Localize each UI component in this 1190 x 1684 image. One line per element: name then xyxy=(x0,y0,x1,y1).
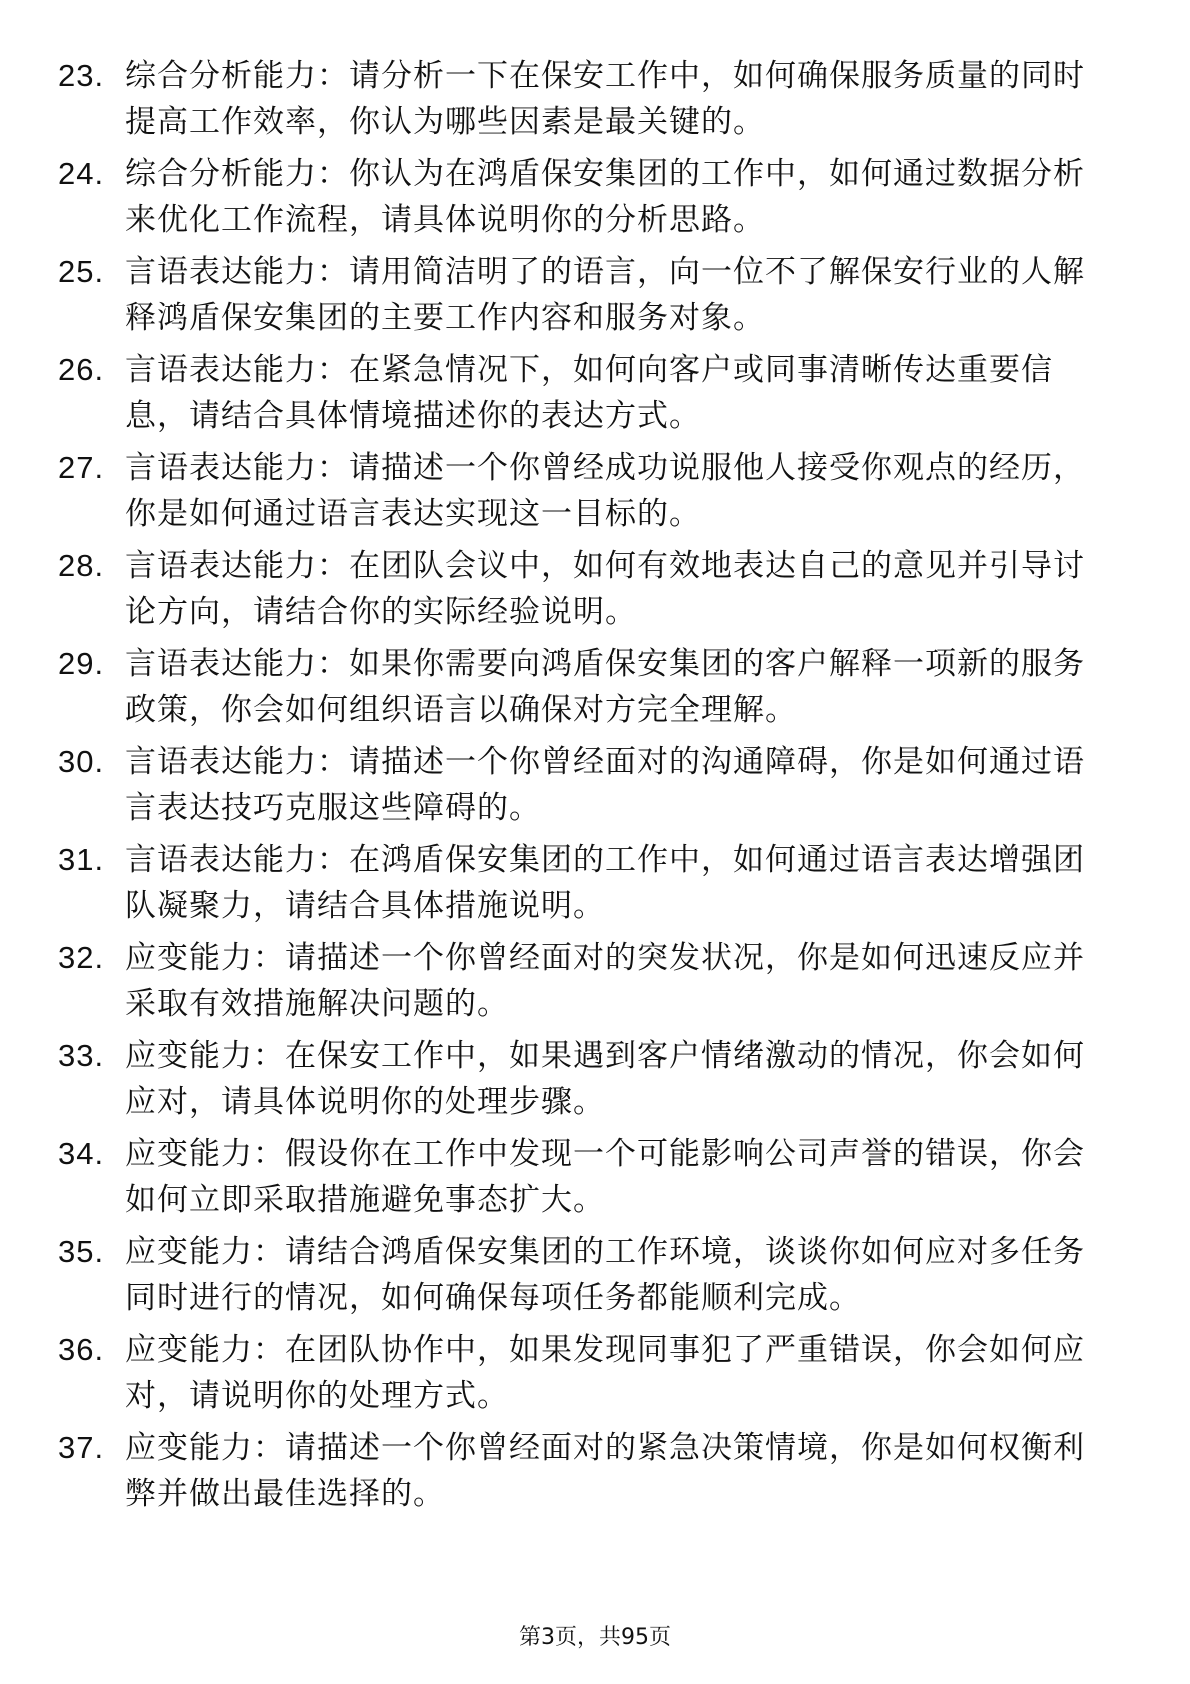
question-item xyxy=(58,1033,1108,1131)
question-text: 应变能力：在保安工作中，如果遇到客户情绪激动的情况，你会如何应对，请具体说明你的处理步骤。 xyxy=(125,1038,1085,1120)
question-text: 应变能力：请描述一个你曾经面对的突发状况，你是如何迅速反应并采取有效措施解决问题的。 xyxy=(125,940,1085,1022)
question-text: 言语表达能力：在紧急情况下，如何向客户或同事清晰传达重要信息，请结合具体情境描述你的表达方式。 xyxy=(125,352,1053,434)
question-item xyxy=(58,151,1108,249)
question-text: 应变能力：假设你在工作中发现一个可能影响公司声誉的错误，你会如何立即采取措施避免事态扩大。 xyxy=(125,1136,1085,1218)
question-number: 31. xyxy=(58,842,105,877)
question-item xyxy=(58,347,1108,445)
question-number: 34. xyxy=(58,1136,105,1171)
question-item xyxy=(58,1229,1108,1327)
question-item xyxy=(58,1131,1108,1229)
question-text: 言语表达能力：在鸿盾保安集团的工作中，如何通过语言表达增强团队凝聚力，请结合具体措施说明。 xyxy=(125,842,1085,924)
question-number: 25. xyxy=(58,254,105,289)
question-number: 30. xyxy=(58,744,105,779)
question-text: 综合分析能力：请分析一下在保安工作中，如何确保服务质量的同时提高工作效率，你认为哪些因素是最关键的。 xyxy=(125,58,1085,140)
question-text: 应变能力：请描述一个你曾经面对的紧急决策情境，你是如何权衡利弊并做出最佳选择的。 xyxy=(125,1430,1085,1512)
question-text: 应变能力：在团队协作中，如果发现同事犯了严重错误，你会如何应对，请说明你的处理方式。 xyxy=(125,1332,1085,1414)
question-text: 言语表达能力：请描述一个你曾经成功说服他人接受你观点的经历，你是如何通过语言表达实现这一目标的。 xyxy=(125,450,1085,532)
question-number: 24. xyxy=(58,156,105,191)
question-item xyxy=(58,53,1108,151)
question-number: 23. xyxy=(58,58,105,93)
question-text: 言语表达能力：在团队会议中，如何有效地表达自己的意见并引导讨论方向，请结合你的实际经验说明。 xyxy=(125,548,1085,630)
question-item xyxy=(58,641,1108,739)
page-footer: 第3页，共95页 xyxy=(519,1625,671,1650)
question-text: 言语表达能力：如果你需要向鸿盾保安集团的客户解释一项新的服务政策，你会如何组织语言以确保对方完全理解。 xyxy=(125,646,1085,728)
question-number: 26. xyxy=(58,352,105,387)
question-item xyxy=(58,249,1108,347)
question-item xyxy=(58,1425,1108,1523)
question-number: 37. xyxy=(58,1430,105,1465)
question-text: 言语表达能力：请描述一个你曾经面对的沟通障碍，你是如何通过语言表达技巧克服这些障碍的。 xyxy=(125,744,1085,826)
question-item xyxy=(58,837,1108,935)
question-text: 言语表达能力：请用简洁明了的语言，向一位不了解保安行业的人解释鸿盾保安集团的主要工作内容和服务对象。 xyxy=(125,254,1085,336)
question-number: 27. xyxy=(58,450,105,485)
question-number: 36. xyxy=(58,1332,105,1367)
question-list xyxy=(58,53,1108,1523)
question-item xyxy=(58,739,1108,837)
question-item xyxy=(58,1327,1108,1425)
question-number: 32. xyxy=(58,940,105,975)
question-item xyxy=(58,543,1108,641)
question-item xyxy=(58,935,1108,1033)
question-text: 应变能力：请结合鸿盾保安集团的工作环境，谈谈你如何应对多任务同时进行的情况，如何确保每项任务都能顺利完成。 xyxy=(125,1234,1085,1316)
question-number: 28. xyxy=(58,548,105,583)
question-number: 35. xyxy=(58,1234,105,1269)
question-text: 综合分析能力：你认为在鸿盾保安集团的工作中，如何通过数据分析来优化工作流程，请具体说明你的分析思路。 xyxy=(125,156,1085,238)
question-item xyxy=(58,445,1108,543)
question-number: 29. xyxy=(58,646,105,681)
question-number: 33. xyxy=(58,1038,105,1073)
